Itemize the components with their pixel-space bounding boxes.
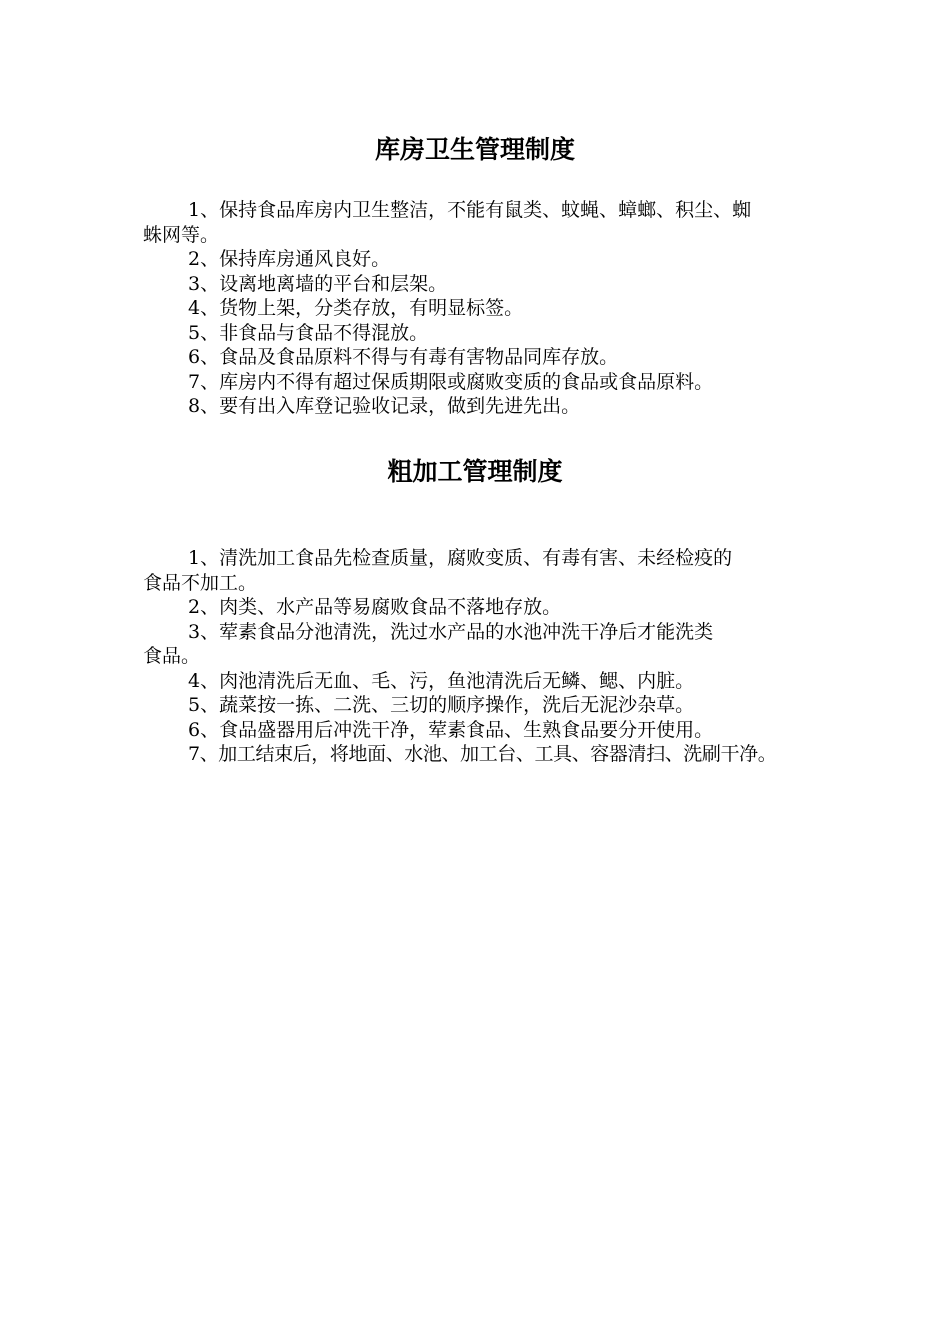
- rule-text-continuation: 食品。: [143, 645, 201, 667]
- rule-item: 2、肉类、水产品等易腐败食品不落地存放。: [188, 596, 562, 618]
- rule-item: [143, 620, 813, 669]
- rule-item: 2、保持库房通风良好。: [188, 248, 391, 270]
- rule-text-continuation: 食品不加工。: [143, 571, 258, 594]
- rule-text: 3、荤素食品分池清洗，洗过水产品的水池冲洗干净后才能洗类: [188, 620, 714, 643]
- rule-item: 7、加工结束后，将地面、水池、加工台、工具、容器清扫、洗刷干净。: [188, 743, 777, 765]
- section-title-rough-processing: 粗加工管理制度: [387, 457, 563, 486]
- rule-text-continuation: 蛛网等。: [143, 223, 220, 246]
- rule-item: 3、设离地离墙的平台和层架。: [188, 272, 448, 295]
- rule-item: 4、货物上架，分类存放，有明显标签。: [188, 297, 524, 319]
- storage-hygiene-rules: [143, 198, 813, 419]
- rough-processing-rules: [143, 546, 813, 767]
- rule-text: 1、清洗加工食品先检查质量，腐败变质、有毒有害、未经检疫的: [188, 547, 733, 569]
- rule-item: [143, 198, 813, 247]
- rule-item: 8、要有出入库登记验收记录，做到先进先出。: [188, 395, 581, 417]
- rule-item: 6、食品盛器用后冲洗干净，荤素食品、生熟食品要分开使用。: [188, 718, 714, 741]
- rule-item: 5、非食品与食品不得混放。: [188, 321, 429, 344]
- rule-text: 1、保持食品库房内卫生整洁，不能有鼠类、蚊蝇、蟑螂、积尘、蜘: [188, 199, 752, 221]
- rule-item: 4、肉池清洗后无血、毛、污，鱼池清洗后无鳞、鳃、内脏。: [188, 669, 695, 692]
- rule-item: 5、蔬菜按一拣、二洗、三切的顺序操作，洗后无泥沙杂草。: [188, 694, 695, 716]
- rule-item: 6、食品及食品原料不得与有毒有害物品同库存放。: [188, 346, 619, 368]
- rule-item: [143, 546, 813, 595]
- section-title-storage-hygiene: 库房卫生管理制度: [374, 135, 575, 164]
- rule-item: 7、库房内不得有超过保质期限或腐败变质的食品或食品原料。: [188, 370, 714, 393]
